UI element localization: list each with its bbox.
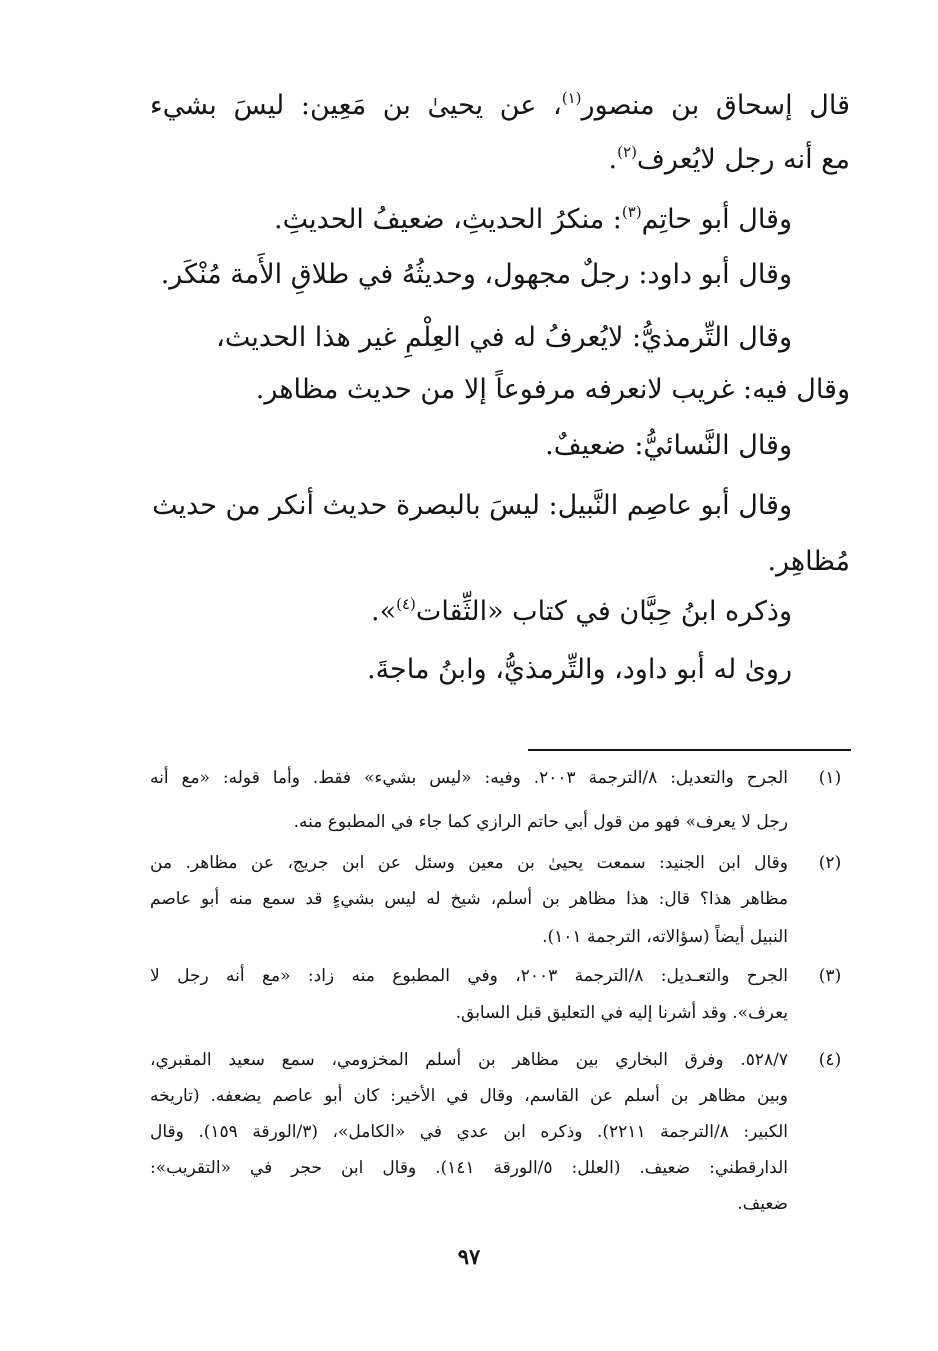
text-segment: : منكرُ الحديثِ، ضعيفُ الحديثِ. — [273, 204, 622, 235]
text-segment: وقال أبو حاتِم — [641, 204, 792, 235]
text-line-10 — [371, 592, 792, 632]
text-segment: ، عن يحيىٰ بن مَعِين: ليسَ بشيء — [150, 90, 562, 121]
footnote-line: الكبير: ٨/الترجمة ٢٢١١). وذكره ابن عدي في «الكامل»، (٣/الورقة ١٥٩). وقال — [150, 1122, 788, 1142]
footnote-line: مظاهر هذا؟ قال: هذا مظاهر بن أسلم، شيخ له ليس بشيءٍ قد سمع منه أبو عاصم — [150, 889, 788, 909]
text-line-3 — [274, 200, 792, 240]
text-segment: ». — [371, 596, 397, 627]
text-line-8: وقال أبو عاصِم النَّبيل: ليسَ بالبصرة حديث أنكر من حديث — [152, 490, 792, 521]
footnote-line: ٥٢٨/٧. وفرق البخاري بين مظاهر بن أسلم المخزومي، سمع سعيد المقبري، — [150, 1050, 788, 1070]
text-segment: مع أنه رجل لايُعرف — [636, 144, 850, 175]
footnote-line: وبين مظاهر بن أسلم عن القاسم، وقال في الأخير: كان أبو عاصم يضعفه. (تاريخه — [150, 1086, 788, 1106]
text-line-4: وقال أبو داود: رجلٌ مجهول، وحديثُهُ في طلاقِ الأَمة مُنْكَر. — [160, 259, 792, 290]
footnote-number: (٣) — [818, 966, 842, 986]
footnote-line: ضعيف. — [737, 1194, 788, 1214]
text-line-5: وقال التِّرمذيُّ: لايُعرفُ له في العِلْمِ غير هذا الحديث، — [216, 322, 792, 353]
footnote-separator — [528, 749, 851, 751]
text-segment: وذكره ابنُ حِبَّان في كتاب «الثِّقات — [415, 596, 792, 627]
footnote-ref-2[interactable]: (٢) — [617, 143, 637, 161]
page-number: ٩٧ — [457, 1244, 481, 1269]
footnote-line: وقال ابن الجنيد: سمعت يحيىٰ بن معين وسئل عن ابن جريج، عن مظاهر. من — [150, 853, 788, 873]
text-line-11: روىٰ له أبو داود، والتِّرمذيُّ، وابنُ ماجةَ. — [366, 654, 792, 685]
text-line-1 — [150, 86, 850, 126]
footnote-number: (٢) — [818, 853, 842, 873]
footnote-line: يعرف». وقد أشرنا إليه في التعليق قبل السابق. — [455, 1003, 788, 1023]
text-segment: قال إسحاق بن منصور — [581, 90, 850, 121]
text-line-6: وقال فيه: غريب لانعرفه مرفوعاً إلا من حديث مظاهر. — [255, 374, 850, 405]
footnote-ref-3[interactable]: (٣) — [621, 203, 642, 221]
footnote-ref-1[interactable]: (١) — [561, 89, 582, 107]
footnote-number: (١) — [818, 768, 842, 788]
text-line-9: مُظاهِر. — [767, 546, 850, 577]
footnote-line: رجل لا يعرف» فهو من قول أبي حاتم الرازي كما جاء في المطبوع منه. — [293, 812, 788, 832]
footnote-line: الدارقطني: ضعيف. (العلل: ٥/الورقة ١٤١). وقال ابن حجر في «التقريب»: — [150, 1158, 788, 1178]
footnote-line: الجرح والتعديل: ٨/الترجمة ٢٠٠٣. وفيه: «ليس بشيء» فقط. وأما قوله: «مع أنه — [150, 768, 789, 788]
text-line-2 — [609, 140, 850, 180]
text-line-7: وقال النَّسائيُّ: ضعيفٌ. — [545, 430, 792, 461]
footnote-line: الجرح والتعـديل: ٨/الترجمة ٢٠٠٣، وفي المطبوع منه زاد: «مع أنه رجل لا — [150, 966, 788, 986]
footnote-line: النبيل أيضاً (سؤالاته، الترجمة ١٠١). — [542, 927, 788, 947]
footnote-ref-4[interactable]: (٤) — [396, 595, 416, 613]
text-segment: . — [608, 144, 618, 175]
footnote-number: (٤) — [818, 1050, 842, 1070]
